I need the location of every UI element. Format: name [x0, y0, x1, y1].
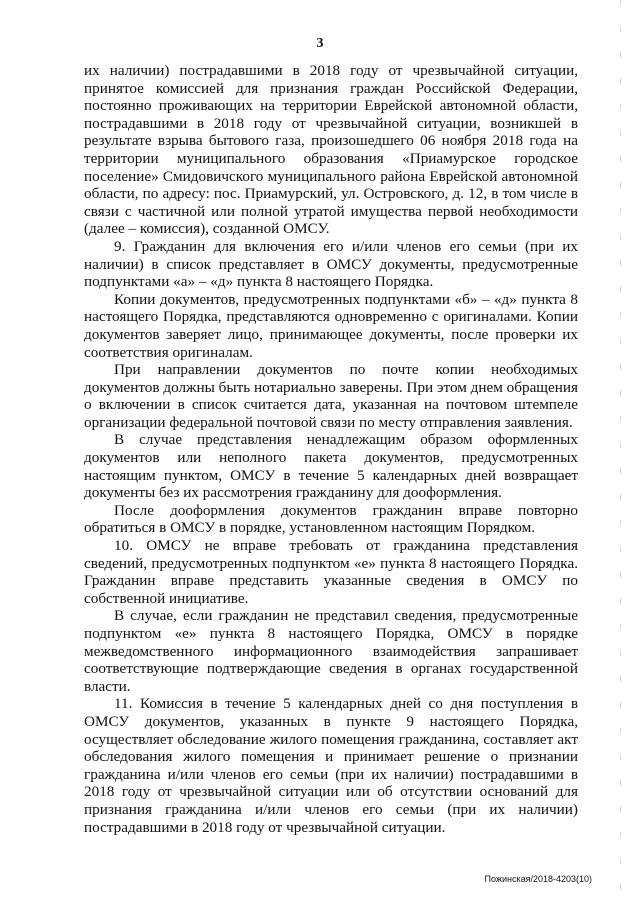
- document-body: [84, 62, 578, 836]
- paragraph-continuation: их наличии) пострадавшими в 2018 году от чрезвычайной ситуации, принятое комиссией для признания граждан Российской Федерации, постоянно проживающих на территории Еврейской автономной области, пострадавшими в 2018 году от чрезвычайной ситуации, возникшей в результате взрыва бытового газа, произошедшего 06 ноября 2018 года на территории муниципального образования «Приамурское городское поселение» Смидовичского муниципального района Еврейской автономной области, по адресу: пос. Приамурский, ул. Островского, д. 12, в том числе в связи с частичной или полной утратой имущества первой необходимости (далее – комиссия), созданной ОМСУ.: [84, 62, 578, 238]
- paragraph-item-9: 9. Гражданин для включения его и/или членов его семьи (при их наличии) в список представляет в ОМСУ документы, предусмотренные подпунктами «а» – «д» пункта 8 настоящего Порядка.: [84, 237, 578, 291]
- paragraph-item-10: 10. ОМСУ не вправе требовать от гражданина представления сведений, предусмотренных подпунктом «е» пункта 8 настоящего Порядка. Гражданин вправе представить указанные сведения в ОМСУ по собственной инициативе.: [84, 537, 578, 607]
- page-number: 3: [316, 36, 324, 51]
- scan-margin-mark: [620, 0, 621, 905]
- paragraph-interagency-request: В случае, если гражданин не представил сведения, предусмотренные подпунктом «е» пункта 8 настоящего Порядка, ОМСУ в порядке межведомственного информационного взаимодействия запрашивает соответствующие подтверждающие сведения в органах государственной власти.: [84, 607, 578, 695]
- paragraph-item-11: 11. Комиссия в течение 5 календарных дней со дня поступления в ОМСУ документов, указанных в пункте 9 настоящего Порядка, осуществляет обследование жилого помещения гражданина, составляет акт обследования жилого помещения и принимает решение о признании гражданина и/или членов его семьи (при их наличии) пострадавшими в 2018 году от чрезвычайной ситуации или об отсутствии оснований для признания гражданина и/или членов его семьи (при их наличии) пострадавшими в 2018 году от чрезвычайной ситуации.: [84, 695, 578, 836]
- paragraph-mail: При направлении документов по почте копии необходимых документов должны быть нотариально заверены. При этом днем обращения о включении в список считается дата, указанная на почтовом штемпеле организации федеральной почтовой связи по месту отправления заявления.: [84, 361, 578, 431]
- footer-document-code: Пожинская/2018-4203(10): [484, 874, 592, 884]
- paragraph-copies: Копии документов, предусмотренных подпунктами «б» – «д» пункта 8 настоящего Порядка, представляются одновременно с оригиналами. Копии документов заверяет лицо, принимающее документы, после проверки их соответствия оригиналам.: [84, 290, 578, 361]
- paragraph-resubmission: После дооформления документов гражданин вправе повторно обратиться в ОМСУ в порядке, установленном настоящим Порядком.: [84, 501, 578, 537]
- paragraph-improper-documents: В случае представления ненадлежащим образом оформленных документов или неполного пакета документов, предусмотренных настоящим пунктом, ОМСУ в течение 5 календарных дней возвращает документы без их рассмотрения гражданину для дооформления.: [84, 431, 578, 502]
